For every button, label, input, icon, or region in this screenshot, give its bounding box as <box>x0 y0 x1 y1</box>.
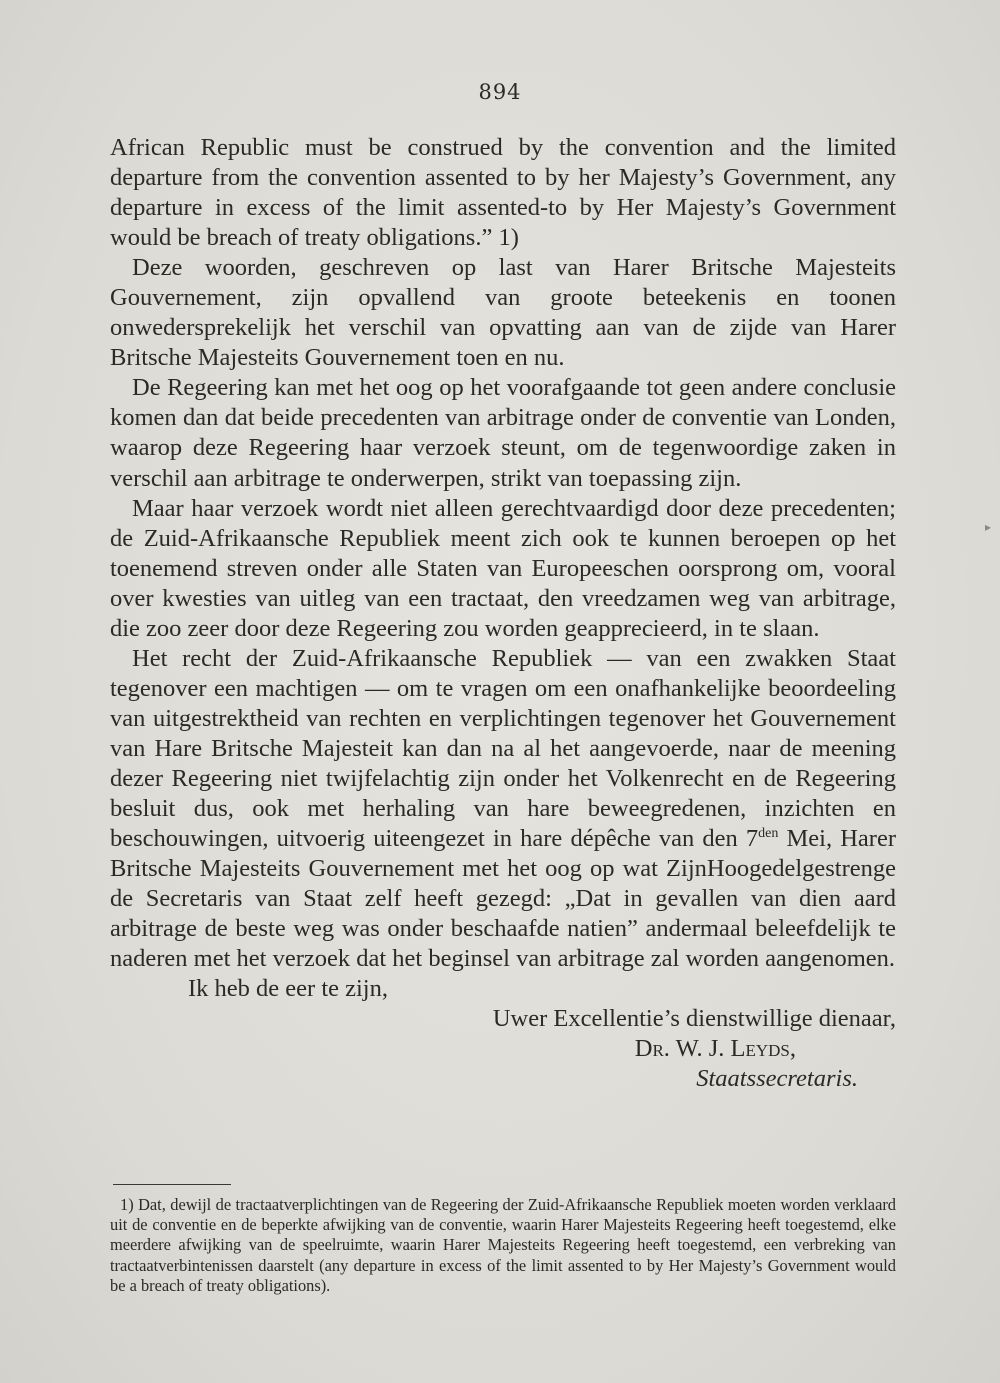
paragraph-conclusie: De Regeering kan met het oog op het voorafgaande tot geen andere conclusie komen dan dat beide precedenten van arbitrage onder de conventie van Londen, waarop deze Regeering haar verzoek steunt, om de tegenwoordige zaken in verschil aan arbitrage te onderwerpen, strikt van toepassing zijn. <box>110 374 896 492</box>
paragraph-deze-woorden: Deze woorden, geschreven op last van Harer Britsche Majesteits Gouvernement, zijn opvallend van groote beteekenis en toonen onwedersprekelijk het verschil van opvatting aan van de zijde van Harer Britsche Majesteits Gouvernement toen en nu. <box>110 254 896 372</box>
margin-arrow-mark: ▸ <box>985 520 992 534</box>
paragraph-het-recht <box>110 644 896 975</box>
closing-line: Ik heb de eer te zijn, <box>188 975 388 1003</box>
signature-salutation: Uwer Excellentie’s dienstwillige dienaar, <box>492 1005 896 1033</box>
paragraph-continued-quote: African Republic must be construed by the convention and the limited departure from the convention assented to by her Majesty’s Government, any departure in excess of the limit assented-to by Her Majesty’s Government would be breach of treaty obligations.” 1) <box>110 134 896 252</box>
footnote-divider <box>113 1184 231 1185</box>
signature-title: Staatssecretaris. <box>696 1065 858 1093</box>
superscript-den: den <box>758 826 779 842</box>
page-number: 894 <box>478 80 522 104</box>
paragraph-het-recht-part2: Mei, Harer Britsche Majesteits Gouvernement met het oog op wat ZijnHoogedelgestrenge de Secretaris van Staat zelf heeft gezegd: „Dat in gevallen van dien aard arbitrage de beste weg was onder beschaafde natien” andermaal beleefdelijk te naderen met het verzoek dat het beginsel van arbitrage zal worden aangenomen. <box>110 825 896 973</box>
signature-name: Dr. W. J. Leyds, <box>634 1035 796 1063</box>
paragraph-het-recht-part1: Het recht der Zuid-Afrikaansche Republiek — van een zwakken Staat tegenover een machtigen — om te vragen om een onafhankelijke beoordeeling van uitgestrektheid van rechten en verplichtingen tegenover het Gouvernement van Hare Britsche Majesteit kan dan na al het aangevoerde, naar de meening dezer Regeering niet twijfelachtig zijn onder het Volkenrecht en de Regeering besluit dus, ook met herhaling van hare beweegredenen, inzichten en beschouwingen, uitvoerig uiteengezet in hare dépêche van den 7 <box>110 644 896 853</box>
paragraph-verzoek: Maar haar verzoek wordt niet alleen gerechtvaardigd door deze precedenten; de Zuid-Afrikaansche Republiek meent zich ook te kunnen beroepen op het toenemend streven onder alle Staten van Europeeschen oorsprong om, vooral over kwesties van uitleg van een tractaat, den vreedzamen weg van arbitrage, die zoo zeer door deze Regeering zou worden geapprecieerd, in te slaan. <box>110 494 896 642</box>
main-text <box>110 133 896 1095</box>
footnote: 1) Dat, dewijl de tractaatverplichtingen van de Regeering der Zuid-Afrikaansche Republiek moeten worden verklaard uit de conventie en de beperkte afwijking van de conventie, waarin Harer Majesteits Regeering heeft toegestemd, elke meerdere afwijking van de speelruimte, waarin Harer Majesteits Regeering heeft toegestemd, een verbreking van tractaatverbintenissen daarstelt (any departure in excess of the limit assented to by Her Majesty’s Government would be a breach of treaty obligations). <box>110 1195 896 1295</box>
